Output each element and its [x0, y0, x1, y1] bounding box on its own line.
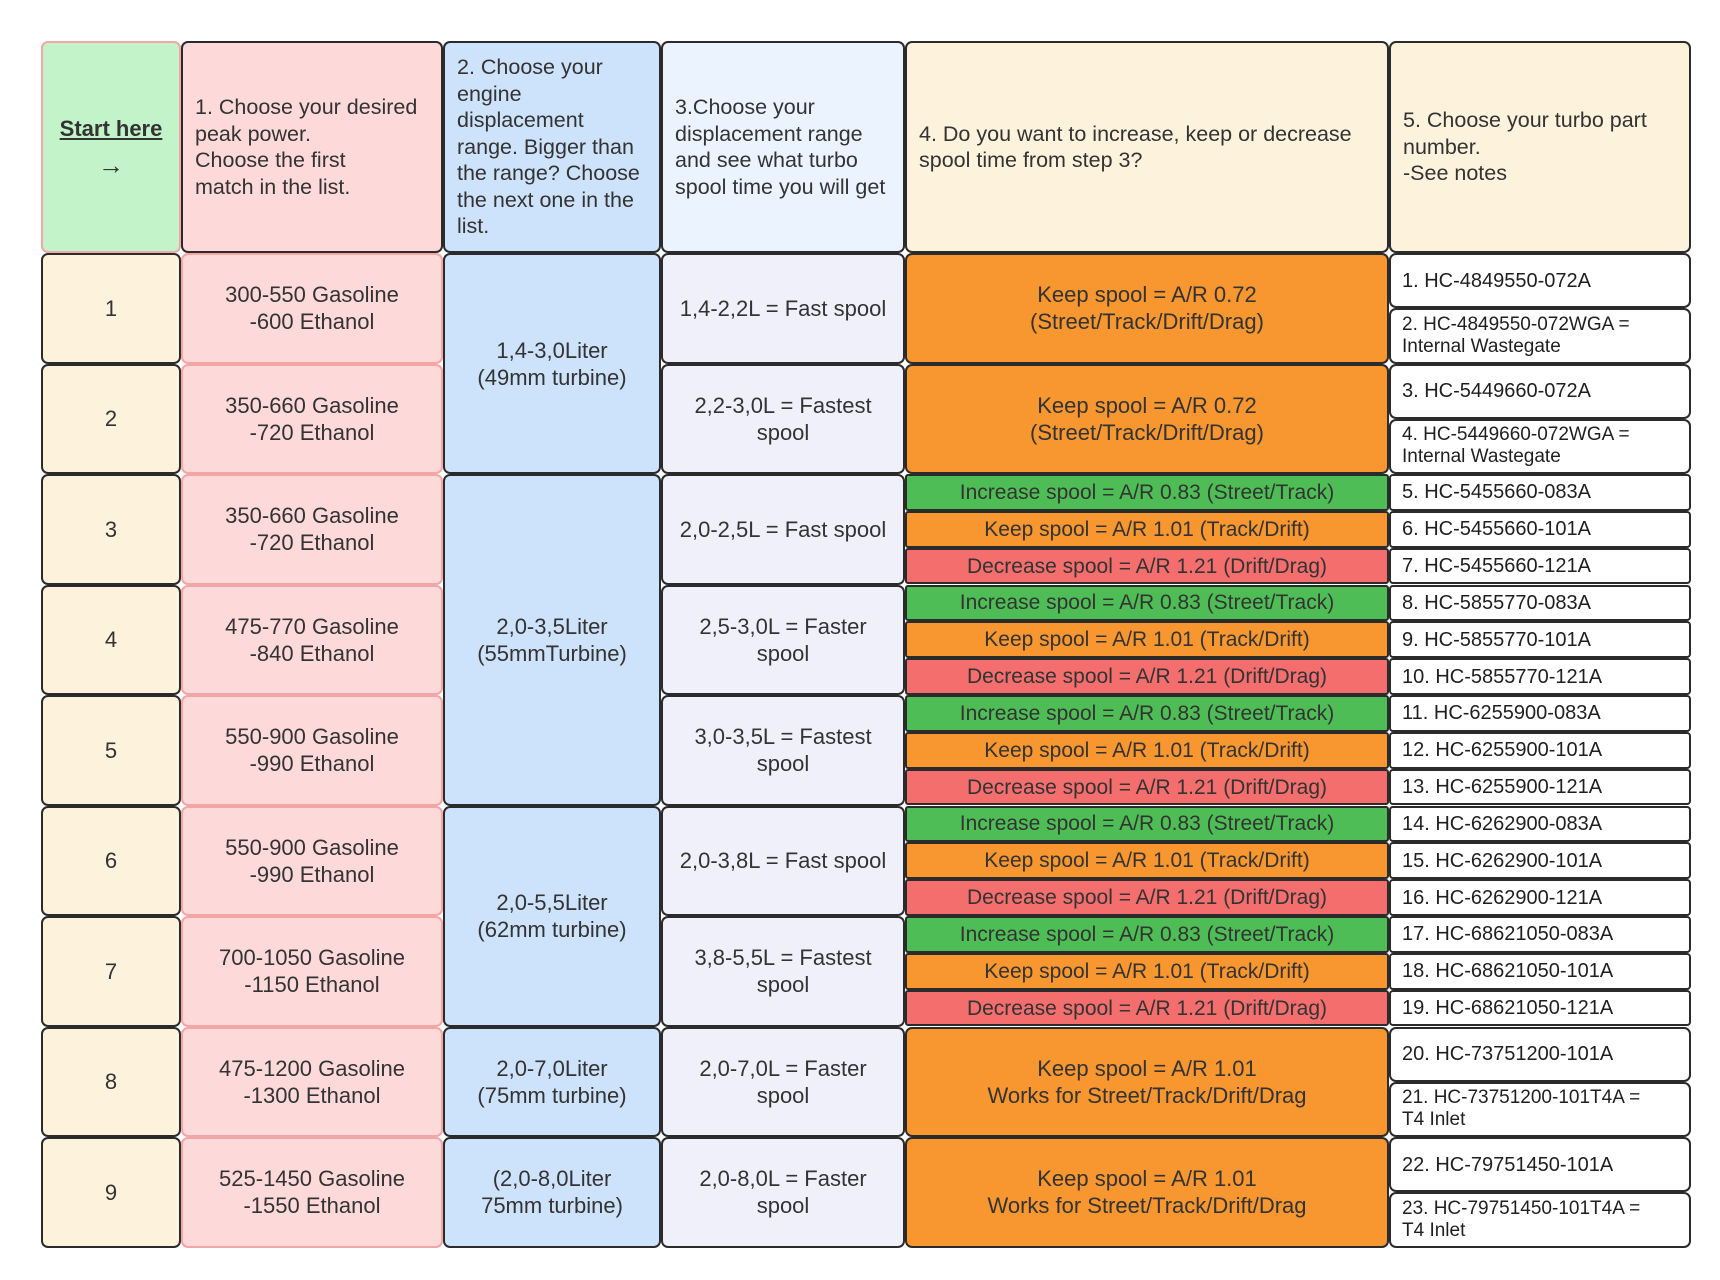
- displacement-range-cell: [443, 806, 661, 1027]
- part-number-item-text: 4. HC-5449660-072WGA = Internal Wastegate: [1402, 424, 1630, 468]
- part-number-item: [1389, 474, 1691, 511]
- part-number-item-text: 14. HC-6262900-083A: [1402, 812, 1603, 835]
- power-range-cell-text: 300-550 Gasoline -600 Ethanol: [225, 282, 399, 335]
- power-range-cell: [181, 1137, 443, 1248]
- spool-option-orange-text: Keep spool = A/R 1.01 (Track/Drift): [984, 628, 1310, 652]
- step3-header-text: 3.Choose your displacement range and see what turbo spool time you will get: [675, 95, 886, 199]
- step1-header: [181, 41, 443, 253]
- part-number-item-text: 9. HC-5855770-101A: [1402, 628, 1592, 651]
- part-number-item: [1389, 253, 1691, 308]
- part-number-item: [1389, 511, 1691, 548]
- power-range-cell-text: 525-1450 Gasoline -1550 Ethanol: [219, 1166, 405, 1219]
- part-number-item: [1389, 695, 1691, 732]
- part-number-item: [1389, 732, 1691, 769]
- spool-option-orange-text: Keep spool = A/R 1.01 (Track/Drift): [984, 959, 1310, 983]
- part-number-item: [1389, 879, 1691, 916]
- spool-option-red: [905, 769, 1389, 806]
- spool-option-orange: [905, 953, 1389, 990]
- spool-range-cell: [661, 916, 905, 1027]
- spool-range-cell-text: 2,2-3,0L = Fastest spool: [694, 392, 872, 445]
- step5-header-text: 5. Choose your turbo part number. -See notes: [1403, 108, 1647, 186]
- part-number-item: [1389, 364, 1691, 419]
- part-number-item: [1389, 658, 1691, 695]
- spool-range-cell-text: 2,0-7,0L = Faster spool: [699, 1055, 867, 1108]
- part-number-item: [1389, 916, 1691, 953]
- spool-option-green: [905, 806, 1389, 843]
- spool-range-cell-text: 2,5-3,0L = Faster spool: [699, 613, 867, 666]
- displacement-range-cell: [443, 474, 661, 806]
- part-number-item: [1389, 842, 1691, 879]
- part-number-item-text: 12. HC-6255900-101A: [1402, 739, 1603, 762]
- power-range-cell-text: 550-900 Gasoline -990 Ethanol: [225, 834, 399, 887]
- spool-option-green: [905, 474, 1389, 511]
- spool-option-green-text: Increase spool = A/R 0.83 (Street/Track): [959, 922, 1335, 946]
- power-range-cell-text: 475-770 Gasoline -840 Ethanol: [225, 613, 399, 666]
- part-number-item: [1389, 806, 1691, 843]
- part-number-item: [1389, 953, 1691, 990]
- spool-range-cell: [661, 364, 905, 475]
- displacement-range-cell: [443, 253, 661, 474]
- spool-range-cell: [661, 474, 905, 585]
- displacement-range-cell-text: (2,0-8,0Liter 75mm turbine): [481, 1166, 623, 1219]
- part-number-item-text: 17. HC-68621050-083A: [1402, 923, 1614, 946]
- row-number-text: 4: [104, 627, 118, 653]
- spool-option-orange-text: Keep spool = A/R 1.01 (Track/Drift): [984, 849, 1310, 873]
- spool-option-green: [905, 695, 1389, 732]
- part-number-item-text: 15. HC-6262900-101A: [1402, 849, 1603, 872]
- spool-option-orange: [905, 621, 1389, 658]
- spool-option-red: [905, 658, 1389, 695]
- spool-option-orange-text: Keep spool = A/R 0.72 (Street/Track/Drift/Drag): [1030, 282, 1264, 335]
- power-range-cell: [181, 1027, 443, 1138]
- part-number-item: [1389, 1192, 1691, 1247]
- power-range-cell-text: 700-1050 Gasoline -1150 Ethanol: [219, 945, 405, 998]
- row-number-text: 5: [104, 737, 118, 763]
- displacement-range-cell-text: 1,4-3,0Liter (49mm turbine): [477, 337, 627, 390]
- spool-option-red-text: Decrease spool = A/R 1.21 (Drift/Drag): [966, 775, 1328, 799]
- spool-option-green-text: Increase spool = A/R 0.83 (Street/Track): [959, 701, 1335, 725]
- spool-option-green-text: Increase spool = A/R 0.83 (Street/Track): [959, 480, 1335, 504]
- step4-header-text: 4. Do you want to increase, keep or decrease spool time from step 3?: [919, 121, 1352, 172]
- power-range-cell-text: 475-1200 Gasoline -1300 Ethanol: [219, 1055, 405, 1108]
- spool-option-red: [905, 879, 1389, 916]
- spool-range-cell: [661, 695, 905, 806]
- row-number: [41, 474, 181, 585]
- spool-option-green: [905, 585, 1389, 622]
- spool-option-orange: [905, 253, 1389, 364]
- part-number-item: [1389, 1137, 1691, 1192]
- part-number-item-text: 21. HC-73751200-101T4A = T4 Inlet: [1402, 1087, 1641, 1131]
- start-here-label: Start here: [59, 115, 163, 141]
- row-number-text: 6: [104, 848, 118, 874]
- part-number-item-text: 13. HC-6255900-121A: [1402, 776, 1603, 799]
- spool-option-green: [905, 916, 1389, 953]
- part-number-item-text: 5. HC-5455660-083A: [1402, 481, 1592, 504]
- displacement-range-cell-text: 2,0-7,0Liter (75mm turbine): [477, 1055, 627, 1108]
- step5-header: [1389, 41, 1691, 253]
- row-number: [41, 585, 181, 696]
- spool-option-orange: [905, 1137, 1389, 1248]
- displacement-range-cell: [443, 1027, 661, 1138]
- spool-option-red-text: Decrease spool = A/R 1.21 (Drift/Drag): [966, 665, 1328, 689]
- part-number-item: [1389, 308, 1691, 363]
- part-number-item: [1389, 1027, 1691, 1082]
- spool-option-orange-text: Keep spool = A/R 0.72 (Street/Track/Drift/Drag): [1030, 392, 1264, 445]
- row-number: [41, 806, 181, 917]
- spool-option-red-text: Decrease spool = A/R 1.21 (Drift/Drag): [966, 886, 1328, 910]
- part-number-item-text: 7. HC-5455660-121A: [1402, 555, 1592, 578]
- part-number-item-text: 8. HC-5855770-083A: [1402, 591, 1592, 614]
- row-number: [41, 916, 181, 1027]
- step2-header: [443, 41, 661, 253]
- right-arrow-icon: →: [98, 150, 124, 180]
- spool-option-red: [905, 990, 1389, 1027]
- part-number-item-text: 10. HC-5855770-121A: [1402, 665, 1603, 688]
- part-number-item: [1389, 1082, 1691, 1137]
- power-range-cell-text: 550-900 Gasoline -990 Ethanol: [225, 724, 399, 777]
- spool-option-orange-text: Keep spool = A/R 1.01 Works for Street/Track/Drift/Drag: [987, 1055, 1307, 1108]
- displacement-range-cell-text: 2,0-3,5Liter (55mmTurbine): [477, 613, 627, 666]
- spool-range-cell-text: 2,0-3,8L = Fast spool: [679, 848, 887, 874]
- spool-range-cell-text: 2,0-2,5L = Fast spool: [679, 516, 887, 542]
- row-number: [41, 695, 181, 806]
- row-number-text: 2: [104, 406, 118, 432]
- start-here-cell: [41, 41, 181, 253]
- step3-header: [661, 41, 905, 253]
- displacement-range-cell: [443, 1137, 661, 1248]
- row-number: [41, 364, 181, 475]
- spool-option-orange-text: Keep spool = A/R 1.01 (Track/Drift): [984, 517, 1310, 541]
- part-number-item-text: 20. HC-73751200-101A: [1402, 1043, 1614, 1066]
- spool-range-cell: [661, 253, 905, 364]
- row-number: [41, 1137, 181, 1248]
- displacement-range-cell-text: 2,0-5,5Liter (62mm turbine): [477, 890, 627, 942]
- part-number-item-text: 22. HC-79751450-101A: [1402, 1153, 1614, 1176]
- spool-option-orange: [905, 364, 1389, 475]
- spool-option-green-text: Increase spool = A/R 0.83 (Street/Track): [959, 812, 1335, 836]
- part-number-item-text: 6. HC-5455660-101A: [1402, 518, 1592, 541]
- part-number-item-text: 1. HC-4849550-072A: [1402, 269, 1592, 292]
- part-number-item-text: 11. HC-6255900-083A: [1402, 702, 1601, 725]
- power-range-cell: [181, 364, 443, 475]
- part-number-item: [1389, 548, 1691, 585]
- spool-option-red-text: Decrease spool = A/R 1.21 (Drift/Drag): [966, 996, 1328, 1020]
- row-number-text: 3: [104, 516, 118, 542]
- spool-option-orange: [905, 1027, 1389, 1138]
- row-number: [41, 253, 181, 364]
- spool-range-cell-text: 3,0-3,5L = Fastest spool: [694, 724, 872, 777]
- part-number-item-text: 23. HC-79751450-101T4A = T4 Inlet: [1402, 1197, 1641, 1241]
- row-number-text: 7: [104, 958, 118, 984]
- spool-range-cell: [661, 1027, 905, 1138]
- row-number: [41, 1027, 181, 1138]
- row-number-text: 8: [104, 1069, 118, 1095]
- spool-option-red: [905, 548, 1389, 585]
- part-number-item-text: 18. HC-68621050-101A: [1402, 960, 1614, 983]
- power-range-cell: [181, 806, 443, 917]
- spool-option-orange-text: Keep spool = A/R 1.01 (Track/Drift): [984, 738, 1310, 762]
- power-range-cell: [181, 695, 443, 806]
- power-range-cell: [181, 474, 443, 585]
- spool-range-cell: [661, 1137, 905, 1248]
- part-number-item: [1389, 419, 1691, 474]
- part-number-item: [1389, 585, 1691, 622]
- power-range-cell: [181, 916, 443, 1027]
- spool-option-orange-text: Keep spool = A/R 1.01 Works for Street/Track/Drift/Drag: [987, 1166, 1307, 1219]
- part-number-item: [1389, 621, 1691, 658]
- spool-option-red-text: Decrease spool = A/R 1.21 (Drift/Drag): [966, 554, 1328, 578]
- spool-option-orange: [905, 511, 1389, 548]
- part-number-item-text: 2. HC-4849550-072WGA = Internal Wastegate: [1402, 313, 1630, 357]
- spool-option-green-text: Increase spool = A/R 0.83 (Street/Track): [959, 591, 1335, 615]
- step2-header-text: 2. Choose your engine displacement range. Bigger than the range? Choose the next one in the list.: [457, 55, 640, 239]
- spool-range-cell-text: 2,0-8,0L = Faster spool: [699, 1166, 867, 1219]
- power-range-cell-text: 350-660 Gasoline -720 Ethanol: [225, 392, 399, 445]
- part-number-item: [1389, 769, 1691, 806]
- spool-range-cell: [661, 585, 905, 696]
- step1-header-text: 1. Choose your desired peak power. Choose the first match in the list.: [195, 95, 418, 199]
- power-range-cell-text: 350-660 Gasoline -720 Ethanol: [225, 503, 399, 556]
- power-range-cell: [181, 253, 443, 364]
- spool-range-cell-text: 1,4-2,2L = Fast spool: [679, 295, 887, 321]
- row-number-text: 9: [104, 1179, 118, 1205]
- row-number-text: 1: [104, 295, 118, 321]
- spool-option-orange: [905, 842, 1389, 879]
- spool-range-cell-text: 3,8-5,5L = Fastest spool: [694, 945, 872, 998]
- part-number-item-text: 19. HC-68621050-121A: [1402, 997, 1614, 1020]
- spool-range-cell: [661, 806, 905, 917]
- part-number-item: [1389, 990, 1691, 1027]
- spool-option-orange: [905, 732, 1389, 769]
- part-number-item-text: 3. HC-5449660-072A: [1402, 380, 1592, 403]
- power-range-cell: [181, 585, 443, 696]
- part-number-item-text: 16. HC-6262900-121A: [1402, 886, 1603, 909]
- step4-header: [905, 41, 1389, 253]
